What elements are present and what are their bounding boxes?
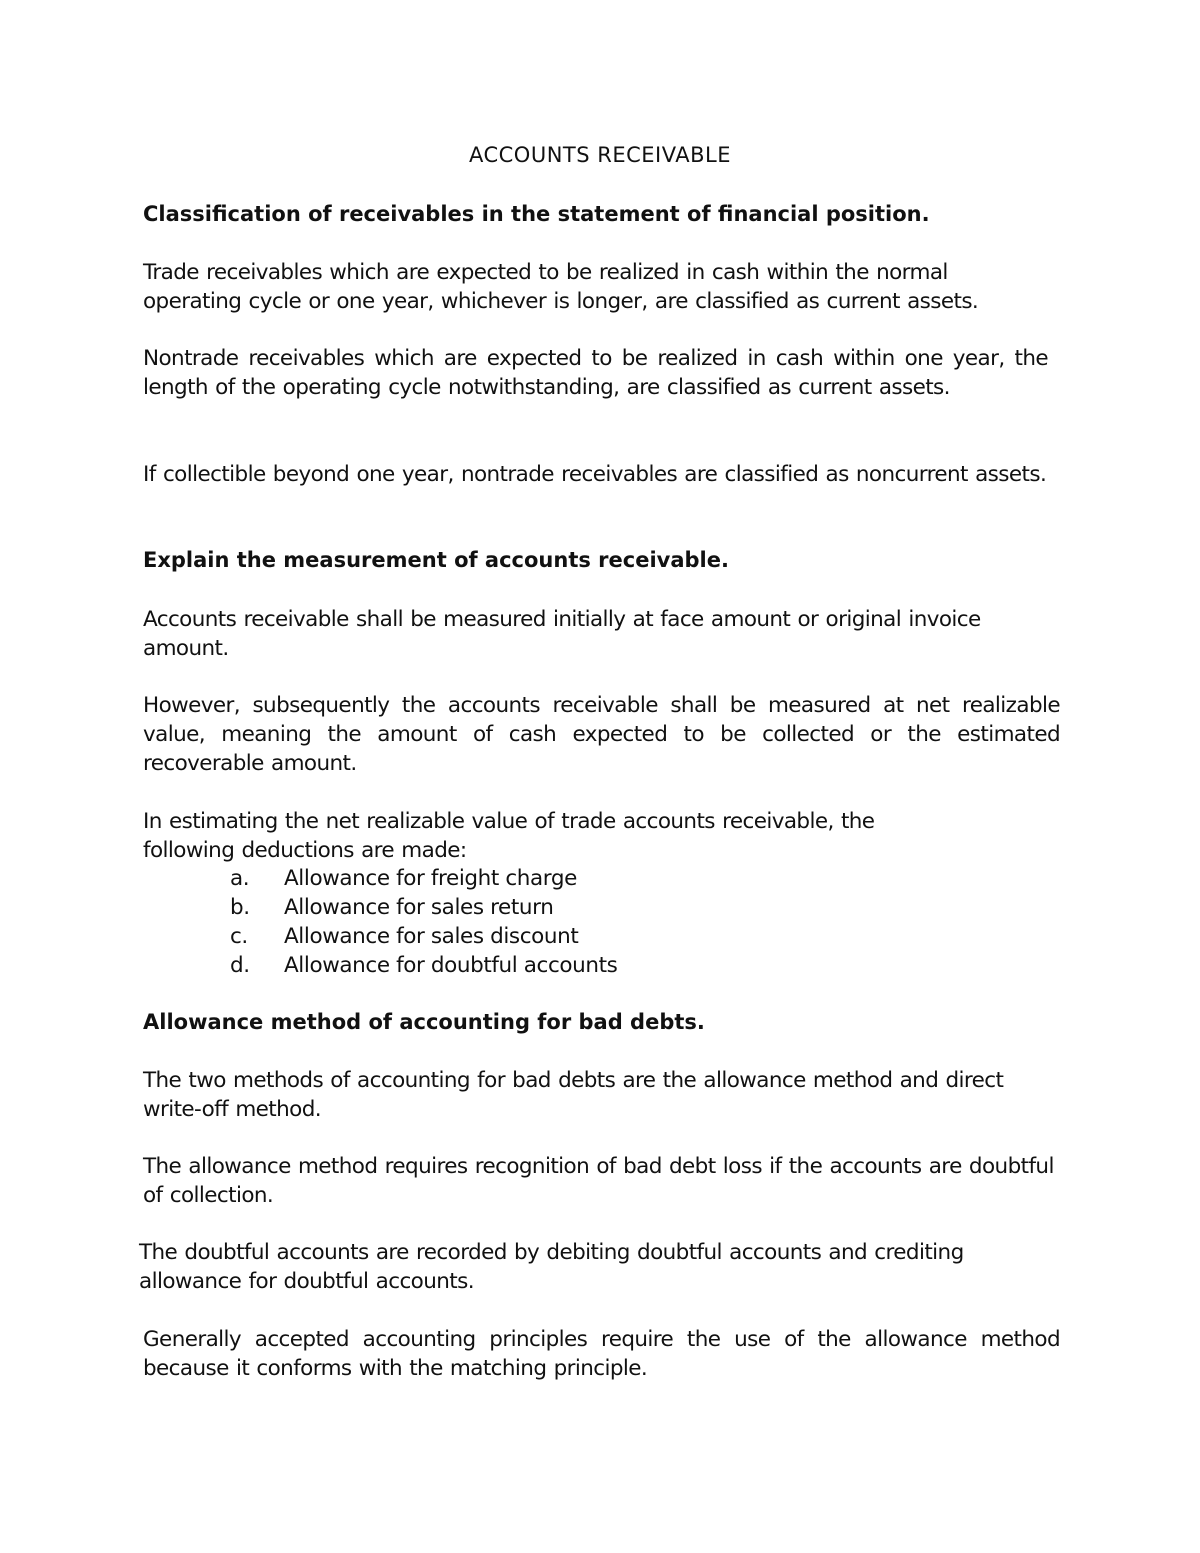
list-item [230,922,617,951]
deductions-list [230,864,617,980]
paragraph-allowance-recognition: The allowance method requires recognition of bad debt loss if the accounts are doubtful of collection. [143,1154,1054,1208]
paragraph-gaap-matching: Generally accepted accounting principles require the use of the allowance method because it conforms with the matching principle. [143,1327,1060,1381]
page-title: ACCOUNTS RECEIVABLE [468,143,731,167]
section-heading-allowance-method: Allowance method of accounting for bad debts. [143,1010,705,1034]
list-marker: a. [230,866,250,891]
paragraph-two-methods: The two methods of accounting for bad debts are the allowance method and direct write-off method. [143,1068,1004,1122]
list-marker: d. [230,953,250,978]
paragraph-nontrade-receivables: Nontrade receivables which are expected to be realized in cash within one year, the length of the operating cycle notwithstanding, are classified as current assets. [143,346,1048,400]
section-heading-measurement: Explain the measurement of accounts receivable. [143,548,729,572]
list-marker: c. [230,924,248,949]
list-item [230,864,617,893]
list-item [230,893,617,922]
list-item-text: Allowance for doubtful accounts [284,953,618,978]
paragraph-recording-entries: The doubtful accounts are recorded by debiting doubtful accounts and crediting allowance for doubtful accounts. [139,1240,964,1294]
paragraph-trade-receivables: Trade receivables which are expected to be realized in cash within the normal operating cycle or one year, whichever is longer, are classified as current assets. [143,260,979,314]
list-item-text: Allowance for sales discount [284,924,579,949]
paragraph-subsequent-measurement: However, subsequently the accounts receivable shall be measured at net realizable value, meaning the amount of cash expected to be collected or the estimated recoverable amount. [143,693,1060,776]
paragraph-deductions-intro: In estimating the net realizable value of trade accounts receivable, the following deductions are made: [143,809,875,863]
list-item [230,951,617,980]
list-item-text: Allowance for sales return [284,895,554,920]
section-heading-classification: Classification of receivables in the statement of financial position. [143,202,930,226]
paragraph-noncurrent-receivables: If collectible beyond one year, nontrade receivables are classified as noncurrent assets. [143,462,1047,487]
list-marker: b. [230,895,250,920]
paragraph-initial-measurement: Accounts receivable shall be measured initially at face amount or original invoice amount. [143,607,981,661]
list-item-text: Allowance for freight charge [284,866,577,891]
